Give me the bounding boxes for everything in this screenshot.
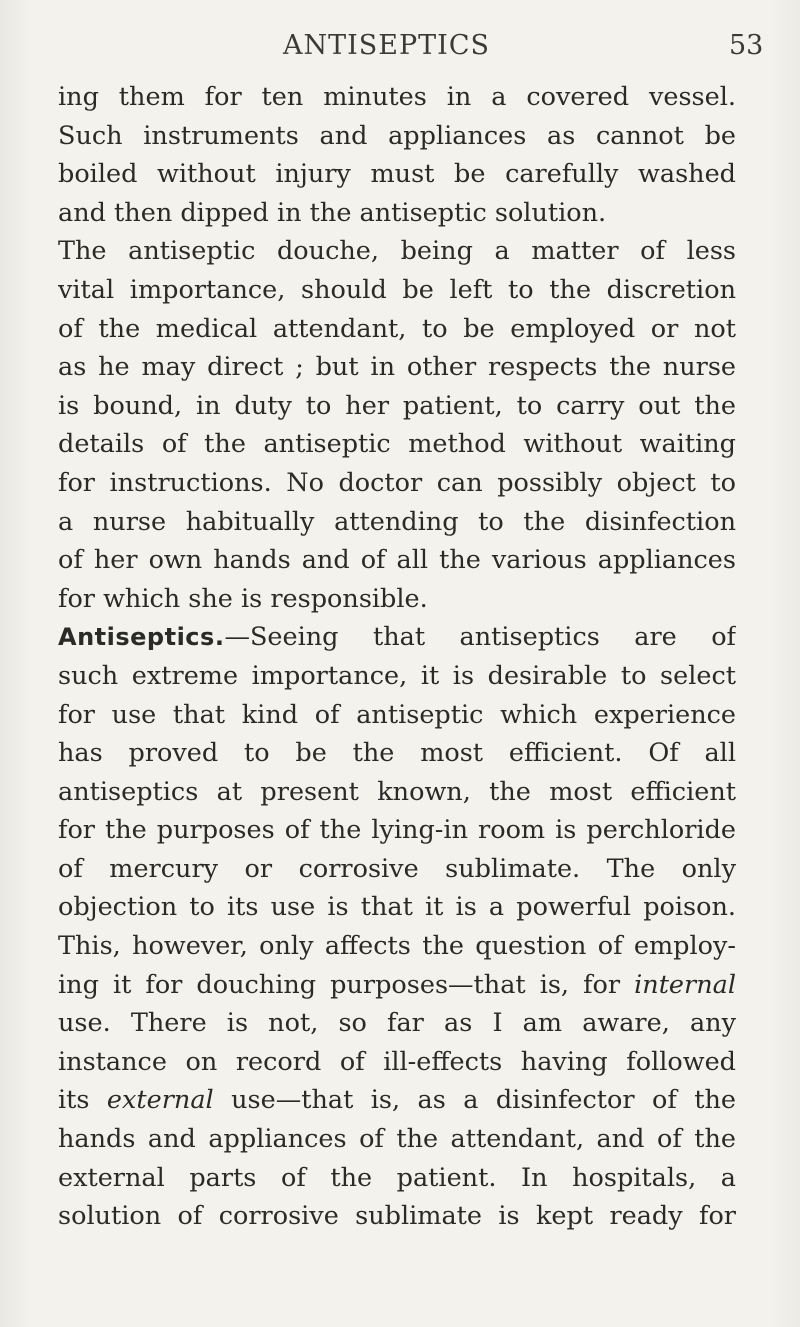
text-line: for which she is responsible. (58, 583, 428, 614)
text-line: solution of corrosive sublimate is kept ready for (58, 1201, 736, 1232)
italic-word: external (106, 1085, 214, 1116)
text-line: such extreme importance, it is desirable to select (58, 660, 736, 691)
heading-line-rest: —Seeing that antiseptics are of (224, 622, 736, 653)
text-line: Such instruments and appliances as cannot be (58, 120, 736, 151)
text-line: vital importance, should be left to the discretion (58, 274, 736, 305)
text-line: for instructions. No doctor can possibly object to (58, 467, 736, 498)
text-line: a nurse habitually attending to the disinfection (58, 506, 736, 537)
text-line: hands and appliances of the attendant, and of the (58, 1124, 736, 1155)
text-line: The antiseptic douche, being a matter of less (58, 236, 736, 267)
text-line: use. There is not, so far as I am aware, any (58, 1008, 736, 1039)
text-line: instance on record of ill-effects having followed (58, 1046, 736, 1077)
running-title: ANTISEPTICS (283, 30, 491, 61)
text-line: This, however, only affects the question of employ- (58, 931, 736, 962)
italic-word: internal (634, 969, 736, 1000)
text-line: details of the antiseptic method without waiting (58, 429, 736, 460)
text-line: objection to its use is that it is a powerful poison. (58, 892, 736, 923)
text-line: of mercury or corrosive sublimate. The only (58, 853, 736, 884)
body-text (58, 78, 736, 1236)
text-line-italic (58, 1081, 736, 1120)
text-line: external parts of the patient. In hospitals, a (58, 1162, 736, 1193)
text-line: and then dipped in the antiseptic solution. (58, 197, 607, 228)
line-segment: use—that is, as a disinfector of the (213, 1085, 736, 1116)
text-line-heading (58, 618, 736, 657)
text-line: as he may direct ; but in other respects the nurse (58, 352, 736, 383)
text-line: is bound, in duty to her patient, to carry out the (58, 390, 736, 421)
text-line: of her own hands and of all the various appliances (58, 545, 736, 576)
text-line: of the medical attendant, to be employed or not (58, 313, 736, 344)
page-number: 53 (729, 30, 764, 61)
text-line-italic (58, 966, 736, 1005)
text-line: antiseptics at present known, the most efficient (58, 776, 736, 807)
text-line: boiled without injury must be carefully washed (58, 159, 736, 190)
text-line: for use that kind of antiseptic which experience (58, 699, 736, 730)
page-header (0, 30, 800, 74)
text-line: has proved to be the most efficient. Of all (58, 738, 736, 769)
section-heading: Antiseptics. (58, 623, 225, 652)
line-segment: its (58, 1085, 107, 1116)
text-line: for the purposes of the lying-in room is perchloride (58, 815, 736, 846)
line-segment: ing it for douching purposes—that is, for (58, 969, 635, 1000)
text-line: ing them for ten minutes in a covered vessel. (58, 82, 736, 112)
